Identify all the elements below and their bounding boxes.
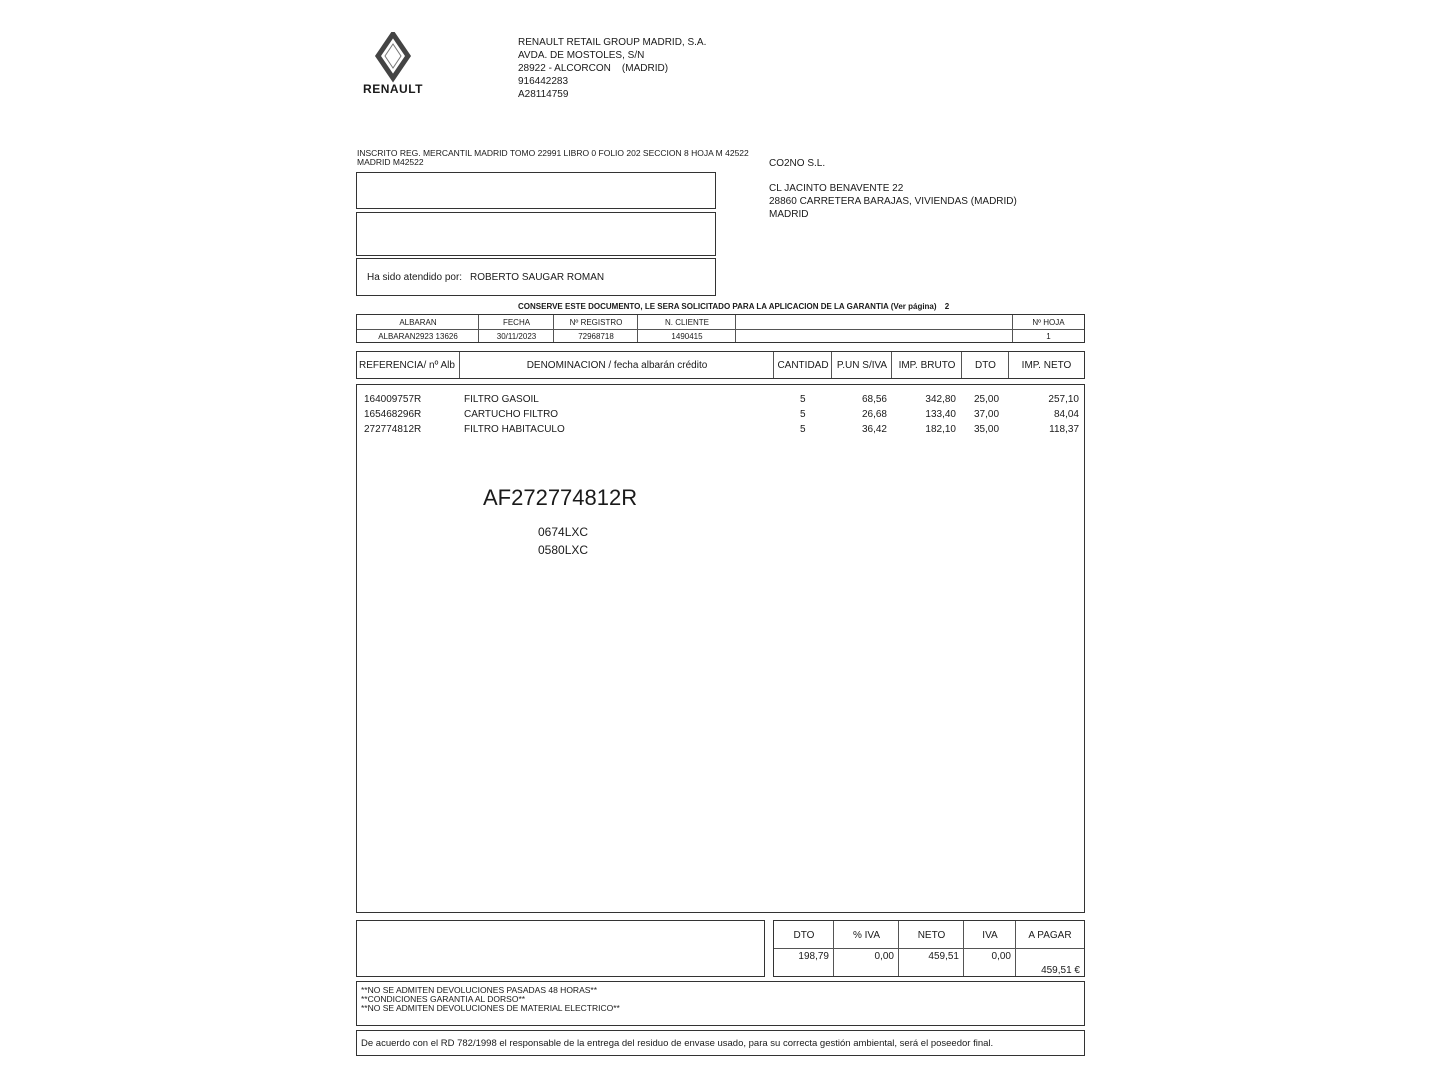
row-den: CARTUCHO FILTRO	[464, 409, 559, 420]
registro-value: 72968718	[578, 332, 614, 341]
company-line: AVDA. DE MOSTOLES, S/N	[518, 50, 645, 61]
table-row	[357, 408, 1084, 423]
totals-dto-value: 198,79	[798, 951, 829, 962]
row-cant: 5	[800, 424, 806, 435]
customer-name: CO2NO S.L.	[769, 158, 826, 169]
warranty-notice	[518, 302, 949, 311]
company-line: A28114759	[518, 89, 569, 100]
address-line: CL JACINTO BENAVENTE 22	[769, 183, 904, 194]
notice-text: CONSERVE ESTE DOCUMENTO, LE SERA SOLICITADO PARA LA APLICACION DE LA GARANTIA (Ver página)	[518, 302, 937, 311]
renault-logo	[356, 32, 430, 100]
renault-diamond-icon	[356, 32, 430, 84]
address-line: 28860 CARRETERA BARAJAS, VIVIENDAS (MADRID)	[769, 196, 1017, 207]
footer-box	[356, 1030, 1085, 1056]
company-line: 916442283	[518, 76, 569, 87]
totals-piva-value: 0,00	[874, 951, 894, 962]
totals-dto-header: DTO	[793, 930, 815, 941]
row-neto: 257,10	[1048, 394, 1079, 405]
totals-piva-header: % IVA	[852, 930, 881, 941]
row-ref: 165468296R	[364, 409, 422, 420]
company-info	[518, 36, 706, 101]
customer-address	[769, 182, 1017, 221]
notice-number: 2	[944, 302, 950, 311]
row-dto: 25,00	[974, 394, 1000, 405]
row-pun: 68,56	[861, 394, 887, 405]
pun-header: P.UN S/IVA	[836, 360, 888, 371]
row-cant: 5	[800, 409, 806, 420]
totals-iva-header: IVA	[982, 930, 998, 941]
row-ref: 164009757R	[364, 394, 422, 405]
empty-box-1	[356, 172, 716, 209]
row-neto: 118,37	[1049, 424, 1079, 435]
plate-number: 0580LXC	[538, 543, 589, 557]
footer-text: De acuerdo con el RD 782/1998 el responsable de la entrega del residuo de envase usado, para su correcta gestión ambiental, será el poseedor final.	[361, 1038, 994, 1049]
totals-pagar-header: A PAGAR	[1028, 930, 1072, 941]
registry-text: INSCRITO REG. MERCANTIL MADRID TOMO 22991 LIBRO 0 FOLIO 202 SECCION 8 HOJA M 42522 MADRID M42522	[357, 148, 756, 167]
row-cant: 5	[800, 394, 806, 405]
plate-number: 0674LXC	[538, 525, 589, 539]
totals-table	[773, 920, 1085, 977]
attended-name: ROBERTO SAUGAR ROMAN	[470, 272, 605, 283]
attended-label: Ha sido atendido por:	[367, 272, 463, 283]
doc-info-table	[356, 314, 1085, 343]
totals-neto-header: NETO	[917, 930, 946, 941]
albaran-value: ALBARAN2923 13626	[378, 332, 458, 341]
company-line: 28922 - ALCORCON (MADRID)	[518, 63, 669, 74]
totals-pagar-value: 459,51 €	[1041, 965, 1080, 976]
hoja-value: 1	[1046, 332, 1051, 341]
bruto-header: IMP. BRUTO	[898, 360, 956, 371]
condition-line: **NO SE ADMITEN DEVOLUCIONES PASADAS 48 HORAS**	[361, 985, 598, 995]
dto-header: DTO	[975, 360, 996, 371]
row-bruto: 342,80	[925, 394, 956, 405]
row-den: FILTRO HABITACULO	[464, 424, 565, 435]
notes-box	[356, 920, 765, 977]
row-pun: 36,42	[861, 424, 887, 435]
cliente-value: 1490415	[671, 332, 703, 341]
empty-box-2	[356, 212, 716, 256]
den-header: DENOMINACION / fecha albarán crédito	[526, 360, 708, 371]
row-bruto: 133,40	[925, 409, 956, 420]
neto-header: IMP. NETO	[1021, 360, 1072, 371]
condition-line: **CONDICIONES GARANTIA AL DORSO**	[361, 994, 526, 1004]
company-line: RENAULT RETAIL GROUP MADRID, S.A.	[518, 37, 707, 48]
row-bruto: 182,10	[925, 424, 956, 435]
conditions-box	[356, 981, 1085, 1026]
table-row	[357, 423, 1084, 438]
table-row	[357, 393, 1084, 408]
brand-name: RENAULT	[363, 82, 423, 96]
ref-header: REFERENCIA/ nº Alb	[359, 360, 455, 371]
row-neto: 84,04	[1053, 409, 1079, 420]
row-ref: 272774812R	[364, 424, 422, 435]
fecha-header: FECHA	[502, 318, 531, 327]
row-den: FILTRO GASOIL	[464, 394, 539, 405]
cliente-header: N. CLIENTE	[664, 318, 709, 327]
fecha-value: 30/11/2023	[496, 332, 537, 341]
registro-header: Nº REGISTRO	[569, 318, 623, 327]
hoja-header: Nº HOJA	[1032, 318, 1065, 327]
lines-body	[356, 384, 1085, 913]
lines-header	[356, 351, 1085, 379]
attended-box	[356, 258, 716, 296]
albaran-header: ALBARAN	[399, 318, 437, 327]
big-code: AF272774812R	[483, 485, 638, 510]
row-pun: 26,68	[861, 409, 887, 420]
row-dto: 35,00	[974, 424, 1000, 435]
row-dto: 37,00	[974, 409, 1000, 420]
cant-header: CANTIDAD	[777, 360, 829, 371]
condition-line: **NO SE ADMITEN DEVOLUCIONES DE MATERIAL ELECTRICO**	[361, 1003, 620, 1013]
totals-iva-value: 0,00	[991, 951, 1011, 962]
address-line: MADRID	[769, 209, 809, 220]
totals-neto-value: 459,51	[928, 951, 959, 962]
